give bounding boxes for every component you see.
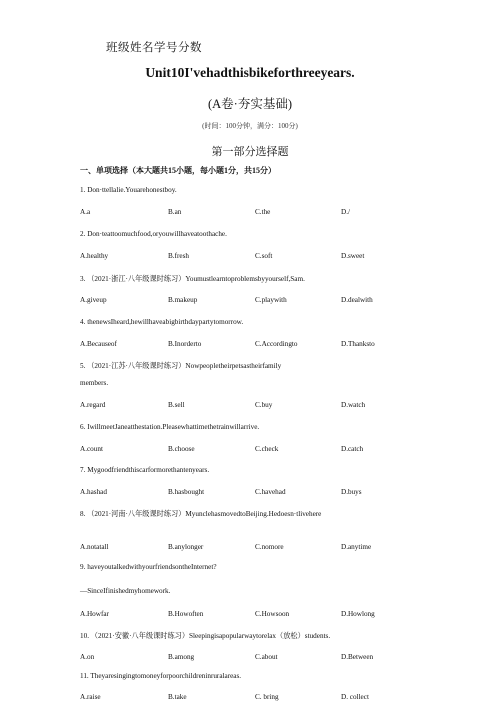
option-c[interactable]: C.nomore bbox=[255, 543, 284, 551]
options-row bbox=[0, 610, 500, 620]
option-d[interactable]: D./ bbox=[341, 208, 350, 216]
option-d[interactable]: D.anytime bbox=[341, 543, 372, 551]
option-a[interactable]: A.Howfar bbox=[80, 610, 109, 618]
option-d[interactable]: D.catch bbox=[341, 445, 364, 453]
option-c[interactable]: C.Howsoon bbox=[255, 610, 290, 618]
options-row bbox=[0, 543, 500, 553]
option-d[interactable]: D.Howlong bbox=[341, 610, 375, 618]
option-c[interactable]: C. bring bbox=[255, 693, 279, 701]
option-b[interactable]: B.sell bbox=[168, 401, 185, 409]
question-text: 5. （2021·江苏·八年级课时练习）Nowpeopletheirpetsastheirfamily bbox=[80, 362, 282, 370]
option-c[interactable]: C.playwith bbox=[255, 296, 287, 304]
option-a[interactable]: A.notatall bbox=[80, 543, 109, 551]
part-heading: 第一部分选择题 bbox=[211, 146, 289, 158]
options-row bbox=[0, 208, 500, 218]
question-text: 1. Don·ttellalie.Youarehonestboy. bbox=[80, 186, 177, 194]
option-b[interactable]: B.choose bbox=[168, 445, 195, 453]
option-b[interactable]: B.fresh bbox=[168, 252, 189, 260]
option-a[interactable]: A.on bbox=[80, 653, 95, 661]
option-a[interactable]: A.regard bbox=[80, 401, 106, 409]
options-row bbox=[0, 296, 500, 306]
option-d[interactable]: D. collect bbox=[341, 693, 369, 701]
option-a[interactable]: A.count bbox=[80, 445, 103, 453]
options-row bbox=[0, 693, 500, 703]
option-c[interactable]: C.Accordingto bbox=[255, 340, 298, 348]
option-a[interactable]: A.giveup bbox=[80, 296, 107, 304]
option-c[interactable]: C.about bbox=[255, 653, 278, 661]
option-c[interactable]: C.havehad bbox=[255, 488, 286, 496]
time-info: (时间：100分钟，满分：100分) bbox=[202, 122, 298, 130]
option-d[interactable]: D.sweet bbox=[341, 252, 365, 260]
option-c[interactable]: C.the bbox=[255, 208, 271, 216]
option-b[interactable]: B.anylonger bbox=[168, 543, 204, 551]
option-b[interactable]: B.among bbox=[168, 653, 195, 661]
question-text: 4. thenewsIheard,hewillhaveabigbirthdaypartytomorrow. bbox=[80, 318, 244, 326]
options-row bbox=[0, 488, 500, 498]
question-text: 11. Theyaresingingtomoneyforpoorchildreninruralareas. bbox=[80, 672, 242, 680]
options-row bbox=[0, 401, 500, 411]
option-d[interactable]: D.Thanksto bbox=[341, 340, 375, 348]
question-text: 7. Mygoodfriendthiscarformorethantenyears. bbox=[80, 466, 210, 474]
student-info-line: 班级姓名学号分数 bbox=[106, 42, 202, 54]
option-b[interactable]: B.Inorderto bbox=[168, 340, 202, 348]
option-a[interactable]: A.a bbox=[80, 208, 91, 216]
question-text: 2. Don·teattoomuchfood,oryouwillhaveatoothache. bbox=[80, 230, 227, 238]
question-text: 8. （2021·河南·八年级课时练习）MyunclehasmovedtoBeijing.Hedoesn·tlivehere bbox=[80, 510, 322, 518]
option-b[interactable]: B.take bbox=[168, 693, 187, 701]
unit-title: Unit10I'vehadthisbikeforthreeyears. bbox=[145, 65, 355, 80]
option-c[interactable]: C.soft bbox=[255, 252, 273, 260]
paper-subtitle: (A卷·夯实基础) bbox=[207, 97, 292, 111]
options-row bbox=[0, 340, 500, 350]
option-d[interactable]: D.Between bbox=[341, 653, 374, 661]
option-d[interactable]: D.buys bbox=[341, 488, 362, 496]
option-d[interactable]: D.watch bbox=[341, 401, 366, 409]
question-text: 3. （2021·浙江·八年级课时练习）Youmustlearntoproblemsbyyourself,Sam. bbox=[80, 275, 305, 283]
question-text: 10. （2021·安徽·八年级课时练习）Sleepingisapopularwaytorelax（放松）students. bbox=[80, 632, 331, 640]
option-c[interactable]: C.buy bbox=[255, 401, 273, 409]
options-row bbox=[0, 445, 500, 455]
option-a[interactable]: A.raise bbox=[80, 693, 101, 701]
option-b[interactable]: B.hasbought bbox=[168, 488, 205, 496]
option-b[interactable]: B.makeup bbox=[168, 296, 198, 304]
question-text-continued: members. bbox=[80, 379, 109, 387]
option-d[interactable]: D.dealwith bbox=[341, 296, 373, 304]
question-text: 6. IwillmeetJaneatthestation.Pleasewhattimethetrainwillarrive. bbox=[80, 423, 260, 431]
option-b[interactable]: B.Howoften bbox=[168, 610, 204, 618]
option-c[interactable]: C.check bbox=[255, 445, 279, 453]
options-row bbox=[0, 653, 500, 663]
options-row bbox=[0, 252, 500, 262]
option-a[interactable]: A.hashad bbox=[80, 488, 107, 496]
option-b[interactable]: B.an bbox=[168, 208, 182, 216]
option-a[interactable]: A.Becauseof bbox=[80, 340, 117, 348]
section-heading: 一、单项选择（本大题共15小题，每小题1分，共15分） bbox=[80, 166, 276, 175]
question-text: 9. haveyoutalkedwithyourfriendsontheInternet? bbox=[80, 563, 217, 571]
option-a[interactable]: A.healthy bbox=[80, 252, 109, 260]
question-text-continued: —SinceIfinishedmyhomework. bbox=[80, 587, 171, 595]
